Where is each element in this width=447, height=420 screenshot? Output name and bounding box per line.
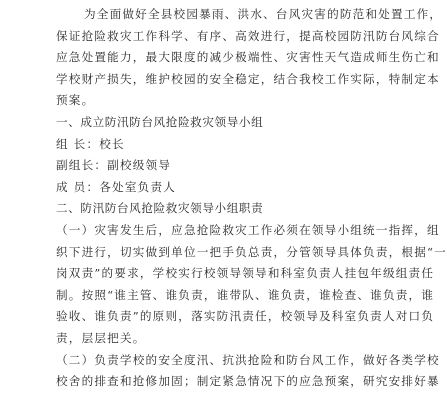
duty-1-line: 验收、谁负责”的原则，落实防汛责任，校领导及科室负责人对口负 [56, 309, 435, 324]
group-members: 成 员：各处室负责人 [56, 179, 177, 194]
duty-1-line: 岗双责”的要求，学校实行校领导领导和科室负责人挂包年级组责任 [56, 266, 435, 281]
intro-line: 为全面做好全县校园暴雨、洪水、台风灾害的防范和处置工作， [84, 7, 443, 21]
duty-1-line: 织下进行，切实做到单位一把手负总责，分管领导具体负责，根据“一 [56, 244, 447, 259]
duty-2-paragraph [56, 350, 440, 393]
intro-line: 应急处置能力，最大限度的减少极端性、灾害性天气造成师生伤亡和 [56, 50, 440, 65]
section-1-title: 一、成立防汛防台风抢险救灾领导小组 [56, 114, 264, 129]
section-2-title: 二、防汛防台风抢险救灾领导小组职责 [56, 201, 264, 216]
duty-2-line: 校舍的排查和抢修加固；制定紧急情况下的应急预案，研究安排好暴 [56, 374, 440, 389]
intro-line: 预案。 [56, 93, 95, 108]
group-deputy: 副组长：副校级领导 [56, 158, 172, 173]
duty-1-line: （一）灾害发生后，应急抢险救灾工作必须在领导小组统一指挥，组 [56, 222, 440, 237]
duty-1-paragraph [56, 220, 447, 350]
group-leader: 组 长：校长 [56, 136, 125, 151]
intro-paragraph [56, 4, 443, 112]
duty-1-line: 制。按照“谁主管、谁负责，谁带队、谁负责，谁检查、谁负责，谁 [56, 287, 435, 302]
intro-line: 保证抢险救灾工作科学、有序、高效进行，提高校园防汛防台风综合 [56, 28, 440, 43]
duty-1-line: 责，层层把关。 [56, 330, 146, 345]
intro-line: 学校财产损失，维护校园的安全稳定，结合我校工作实际，特制定本 [56, 71, 440, 86]
duty-2-line: （二）负责学校的安全度汛、抗洪抢险和防台风工作，做好各类学校 [56, 352, 440, 367]
